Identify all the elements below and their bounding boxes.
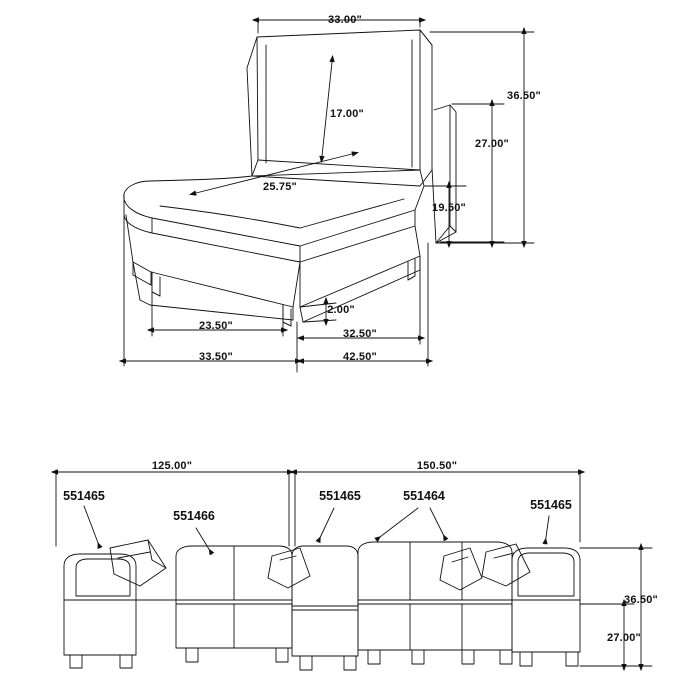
sku-label-corner-wedge: 551465 [319, 489, 361, 503]
sku-label-armless-right: 551464 [403, 489, 445, 503]
dimension-label-overall-height: 36.50" [507, 90, 541, 102]
sku-label-right-corner: 551465 [530, 498, 572, 512]
sku-label-left-corner: 551465 [63, 489, 105, 503]
dimension-label-depth-right: 32.50" [343, 328, 377, 340]
dimension-label-leg-span: 23.50" [199, 320, 233, 332]
dimension-label-total-height: 36.50" [624, 594, 658, 606]
sectional-illustration [64, 540, 580, 670]
dimension-label-right-section-width: 150.50" [416, 460, 458, 472]
dimension-label-seat-depth: 25.75" [263, 181, 297, 193]
dimension-label-left-section-width: 125.00" [151, 460, 193, 472]
dimension-label-seat-back-height: 27.00" [607, 632, 641, 644]
chair-dimension-lines [124, 18, 534, 372]
dimension-label-leg-height: 2.00" [327, 304, 355, 316]
dimension-label-arm-height: 27.00" [475, 138, 509, 150]
sku-leader-lines [84, 506, 549, 554]
chair-illustration [124, 30, 456, 326]
dimension-label-back-height: 17.00" [330, 108, 364, 120]
dimension-label-seat-height: 19.50" [432, 202, 466, 214]
dimension-label-top-width: 33.00" [328, 14, 362, 26]
dimension-label-base-width: 33.50" [199, 351, 233, 363]
dimension-label-overall-depth: 42.50" [343, 351, 377, 363]
sku-label-armless-left: 551466 [173, 509, 215, 523]
